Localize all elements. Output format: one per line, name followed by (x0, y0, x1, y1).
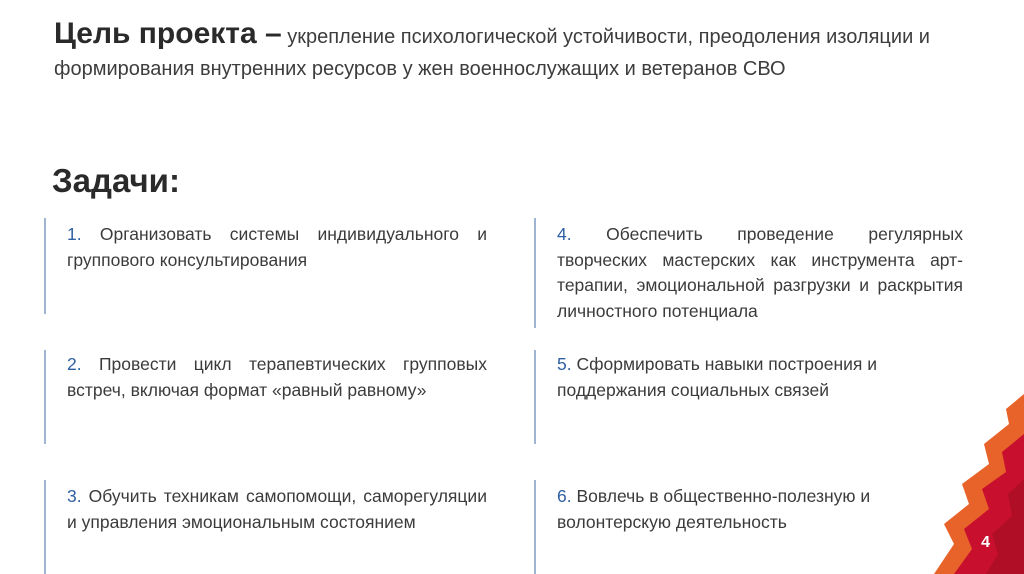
task-1 (67, 222, 487, 273)
goal-heading: Цель проекта – (54, 17, 282, 50)
task-2 (67, 352, 487, 403)
task-1-text: Организовать системы индивидуального и группового консультирования (67, 224, 487, 270)
task-1-divider (44, 218, 46, 314)
ribbon-decoration (894, 394, 1024, 574)
page-number: 4 (981, 534, 990, 551)
tasks-heading: Задачи: (52, 162, 180, 199)
task-4-number: 4. (557, 224, 572, 244)
task-3-divider (44, 480, 46, 574)
task-3 (67, 484, 487, 535)
task-6-text: Вовлечь в общественно-полезную и волонтерскую деятельность (557, 486, 871, 532)
task-6-divider (534, 480, 536, 574)
task-5-divider (534, 350, 536, 444)
task-5-text: Сформировать навыки построения и поддержания социальных связей (557, 354, 877, 400)
task-4-text: Обеспечить проведение регулярных творческих мастерских как инструмента арт-терапии, эмоциональной разгрузки и раскрытия личностного потенциала (557, 224, 963, 321)
task-2-divider (44, 350, 46, 444)
goal-text: укрепление психологической устойчивости, преодоления изоляции и формирования внутренних ресурсов у жен военнослужащих и ветеранов СВО (54, 26, 930, 80)
task-6-number: 6. (557, 486, 572, 506)
task-4 (557, 222, 963, 324)
task-1-number: 1. (67, 224, 82, 244)
task-4-divider (534, 218, 536, 328)
task-3-number: 3. (67, 486, 82, 506)
task-3-text: Обучить техникам самопомощи, саморегуляции и управления эмоциональным состоянием (67, 486, 487, 532)
task-2-number: 2. (67, 354, 82, 374)
task-2-text: Провести цикл терапевтических групповых встреч, включая формат «равный равному» (67, 354, 487, 400)
task-5-number: 5. (557, 354, 572, 374)
project-goal (54, 18, 954, 85)
